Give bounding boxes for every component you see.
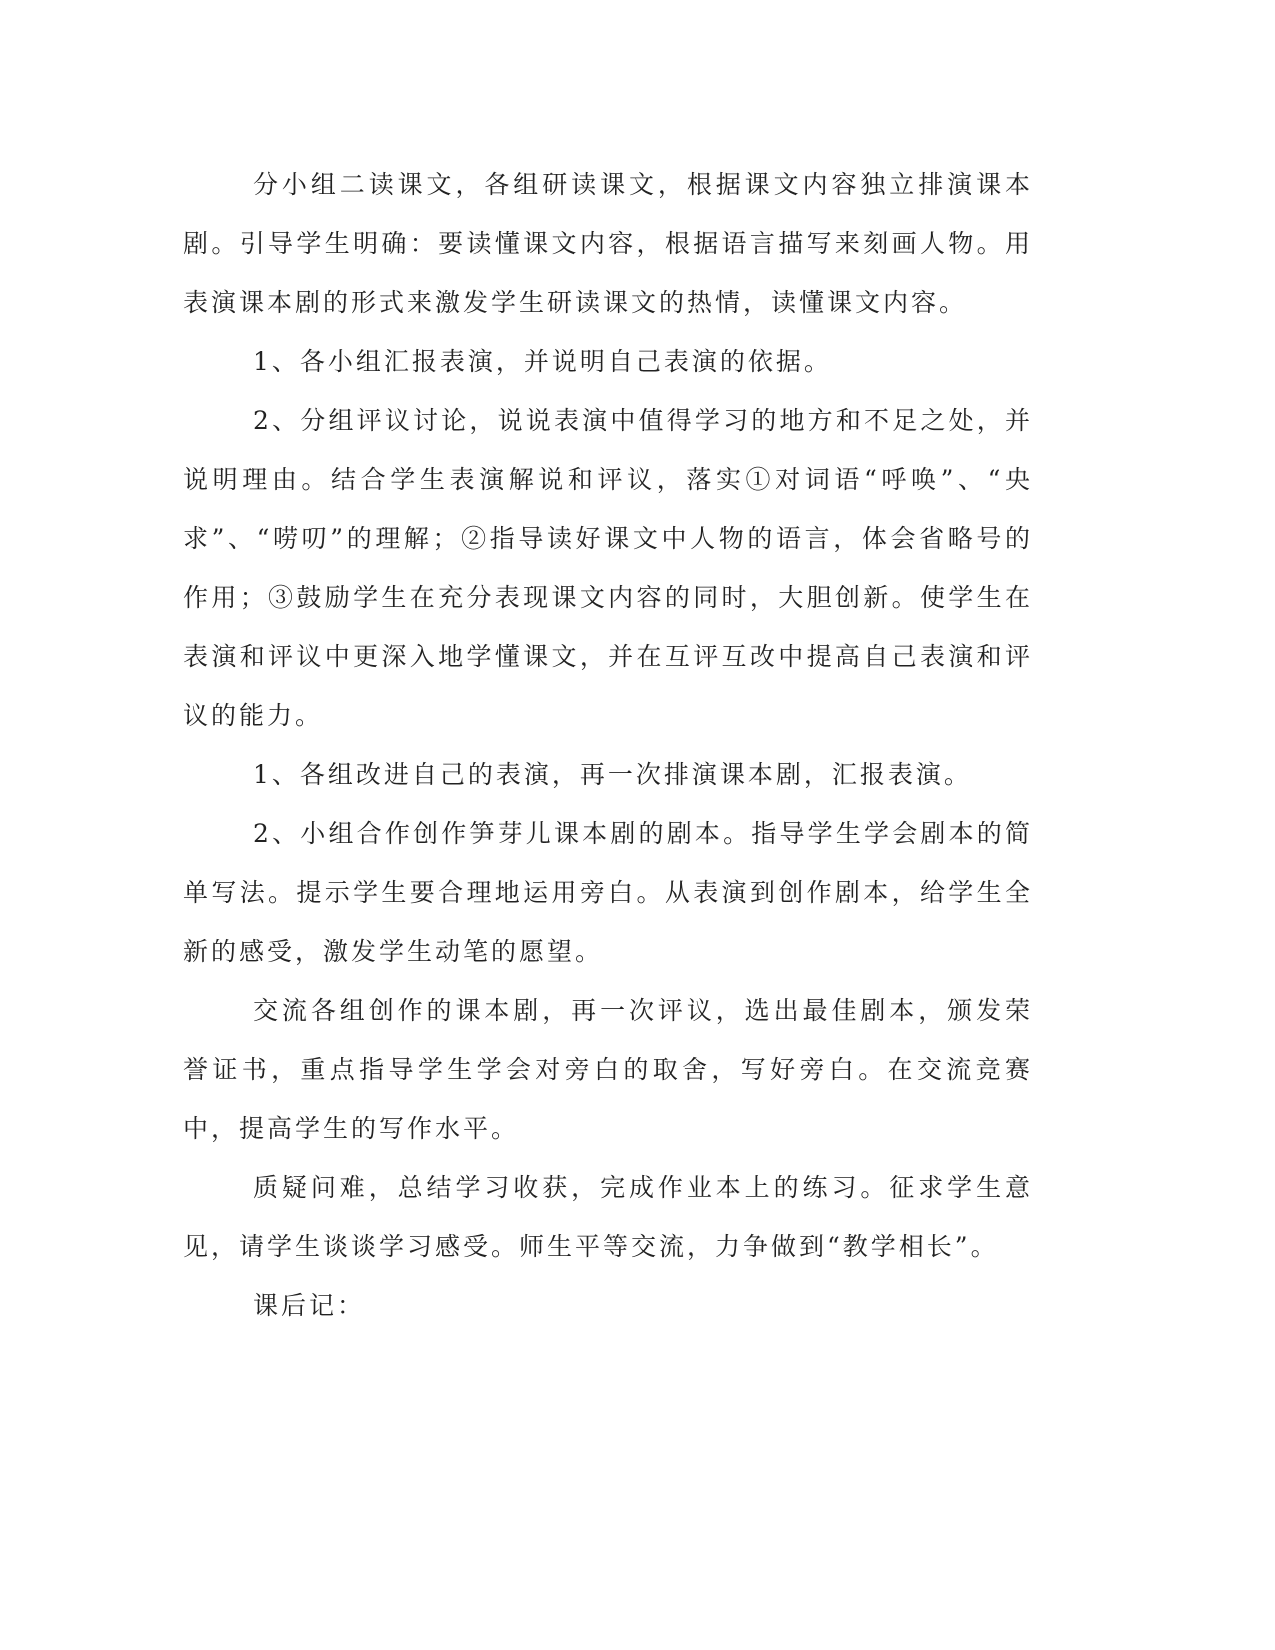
- paragraph-script-exchange: 交流各组创作的课本剧，再一次评议，选出最佳剧本，颁发荣誉证书，重点指导学生学会对旁白的取舍，写好旁白。在交流竞赛中，提高学生的写作水平。: [183, 996, 1033, 1143]
- paragraph-group-report: 1、各小组汇报表演，并说明自己表演的依据。: [253, 347, 832, 376]
- paragraph-improve-performance: 1、各组改进自己的表演，再一次排演课本剧，汇报表演。: [253, 760, 972, 789]
- paragraph-group-discussion: 2、分组评议讨论，说说表演中值得学习的地方和不足之处，并说明理由。结合学生表演解说和评议，落实①对词语“呼唤”、“央求”、“唠叨”的理解；②指导读好课文中人物的语言，体会省略号的作用；③鼓励学生在充分表现课文内容的同时，大胆创新。使学生在表演和评议中更深入地学懂课文，并在互评互改中提高自己表演和评议的能力。: [183, 406, 1033, 730]
- document-body: [183, 155, 1033, 1335]
- paragraph-script-writing: 2、小组合作创作笋芽儿课本剧的剧本。指导学生学会剧本的简单写法。提示学生要合理地运用旁白。从表演到创作剧本，给学生全新的感受，激发学生动笔的愿望。: [183, 819, 1033, 966]
- paragraph-rehearsal-intro: 分小组二读课文，各组研读课文，根据课文内容独立排演课本剧。引导学生明确：要读懂课文内容，根据语言描写来刻画人物。用表演课本剧的形式来激发学生研读课文的热情，读懂课文内容。: [183, 170, 1033, 317]
- paragraph-after-class-notes: 课后记：: [253, 1291, 366, 1320]
- paragraph-summary: 质疑问难，总结学习收获，完成作业本上的练习。征求学生意见，请学生谈谈学习感受。师生平等交流，力争做到“教学相长”。: [183, 1173, 1033, 1261]
